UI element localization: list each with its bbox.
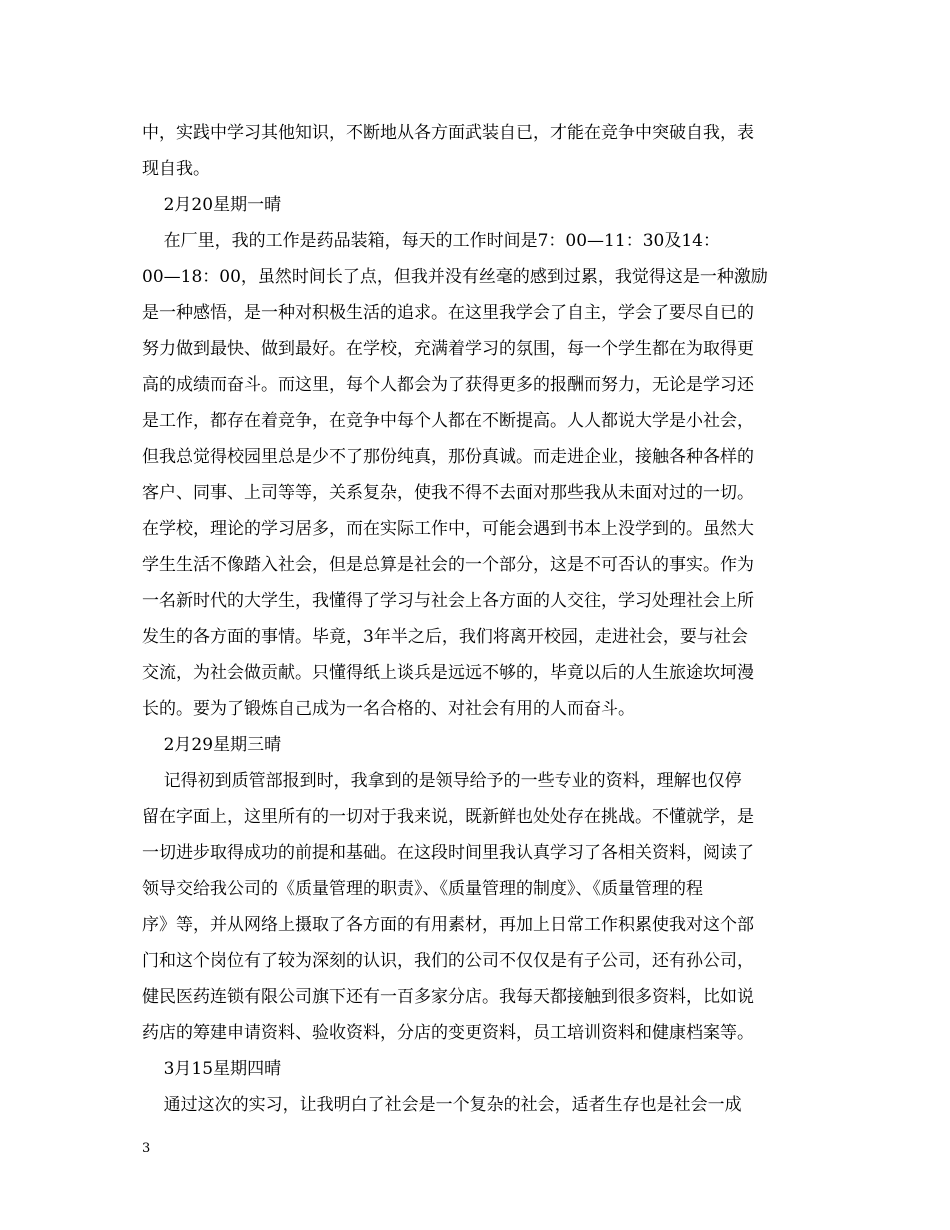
text-line: 是工作，都存在着竞争，在竞争中每个人都在不断提高。人人都说大学是小社会， [142, 411, 754, 431]
text-line: 发生的各方面的事情。毕竟，3年半之后，我们将离开校园，走进社会，要与社会 [142, 627, 748, 647]
text-line: 一名新时代的大学生，我懂得了学习与社会上各方面的人交往，学习处理社会上所 [142, 591, 754, 611]
date-heading: 2月20星期一晴 [142, 195, 282, 215]
text-line: 现自我。 [142, 159, 210, 179]
text-line: 00—18：00，虽然时间长了点，但我并没有丝毫的感到过累，我觉得这是一种激励 [142, 267, 768, 287]
text-line: 一切进步取得成功的前提和基础。在这段时间里我认真学习了各相关资料，阅读了 [142, 843, 754, 863]
text-line: 是一种感悟，是一种对积极生活的追求。在这里我学会了自主，学会了要尽自已的 [142, 303, 754, 323]
text-line: 记得初到质管部报到时，我拿到的是领导给予的一些专业的资料，理解也仅停 [142, 771, 742, 791]
text-line: 领导交给我公司的《质量管理的职责》、《质量管理的制度》、《质量管理的程 [142, 879, 703, 899]
text-line: 健民医药连锁有限公司旗下还有一百多家分店。我每天都接触到很多资料，比如说 [142, 987, 754, 1007]
page-number: 3 [142, 1141, 151, 1156]
text-line: 努力做到最快、做到最好。在学校，充满着学习的氛围，每一个学生都在为取得更 [142, 339, 754, 359]
text-line: 在学校，理论的学习居多，而在实际工作中，可能会遇到书本上没学到的。虽然大 [142, 519, 754, 539]
text-line: 学生生活不像踏入社会，但是总算是社会的一个部分，这是不可否认的事实。作为 [142, 555, 754, 575]
text-line: 高的成绩而奋斗。而这里，每个人都会为了获得更多的报酬而努力，无论是学习还 [142, 375, 754, 395]
text-line: 药店的筹建申请资料、验收资料，分店的变更资料，员工培训资料和健康档案等。 [142, 1023, 754, 1043]
text-line: 在厂里，我的工作是药品装箱，每天的工作时间是7：00—11：30及14： [142, 231, 720, 251]
text-line: 交流，为社会做贡献。只懂得纸上谈兵是远远不够的，毕竟以后的人生旅途坎坷漫 [142, 663, 754, 683]
text-line: 序》等，并从网络上摄取了各方面的有用素材，再加上日常工作积累使我对这个部 [142, 915, 754, 935]
text-line: 通过这次的实习，让我明白了社会是一个复杂的社会，适者生存也是社会一成 [142, 1095, 742, 1115]
date-heading: 3月15星期四晴 [142, 1059, 282, 1079]
date-heading: 2月29星期三晴 [142, 735, 282, 755]
text-line: 留在字面上，这里所有的一切对于我来说，既新鲜也处处存在挑战。不懂就学，是 [142, 807, 754, 827]
text-line: 长的。要为了锻炼自己成为一名合格的、对社会有用的人而奋斗。 [142, 699, 635, 719]
text-line: 中，实践中学习其他知识，不断地从各方面武装自已，才能在竞争中突破自我，表 [142, 123, 754, 143]
text-line: 但我总觉得校园里总是少不了那份纯真，那份真诚。而走进企业，接触各种各样的 [142, 447, 754, 467]
text-line: 客户、同事、上司等等，关系复杂，使我不得不去面对那些我从未面对过的一切。 [142, 483, 754, 503]
text-line: 门和这个岗位有了较为深刻的认识，我们的公司不仅仅是有子公司，还有孙公司， [142, 951, 754, 971]
